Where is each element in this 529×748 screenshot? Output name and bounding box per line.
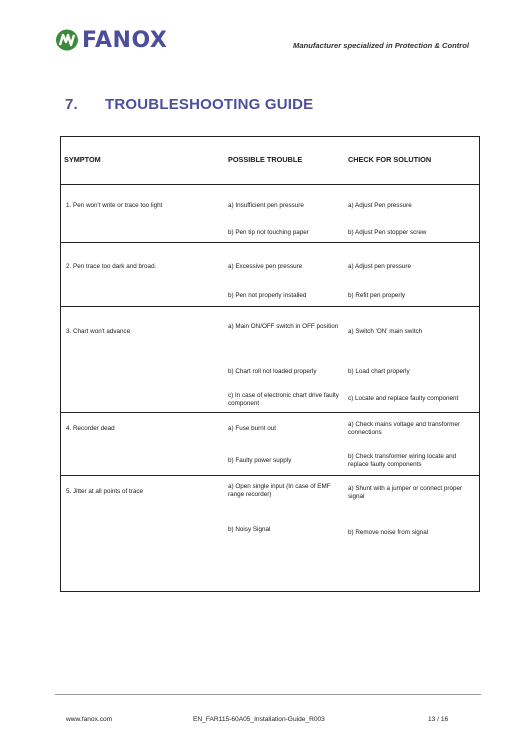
section-heading <box>65 96 313 113</box>
footer-website: www.fanox.com <box>66 716 113 723</box>
symptom-cell: 3. Chart won't advance <box>60 307 224 369</box>
trouble-cell: b) Pen tip not touching paper <box>228 229 309 236</box>
company-tagline: Manufacturer specialized in Protection & Control <box>293 41 469 50</box>
symptom-cell: 5. Jitter at all points of trace <box>60 476 224 525</box>
trouble-cell: b) Pen not properly installed <box>228 292 307 299</box>
solution-cell: a) Shunt with a jumper or connect proper signal <box>344 476 480 525</box>
footer-document-name: EN_FAR115-60A05_Installation-Guide_R003 <box>193 716 325 723</box>
solution-cell: a) Switch 'ON' main switch <box>344 307 480 369</box>
footer-page-number: 13 / 16 <box>428 716 449 723</box>
table-row <box>60 292 480 307</box>
table-row <box>60 185 480 230</box>
footer-divider <box>55 694 481 695</box>
trouble-cell: b) Faulty power supply <box>228 457 292 464</box>
table-row <box>60 476 480 525</box>
trouble-cell: b) Noisy Signal <box>228 526 271 533</box>
symptom-cell: 2. Pen trace too dark and broad. <box>60 243 224 293</box>
table-row <box>60 413 480 454</box>
solution-cell: c) Locate and replace faulty component <box>348 395 459 402</box>
table-row <box>60 229 480 243</box>
table-row <box>60 243 480 293</box>
solution-cell: b) Check transformer wiring locate and replace faulty components <box>348 453 457 468</box>
symptom-cell: 4. Recorder dead <box>60 413 224 454</box>
column-header-symptom: SYMPTOM <box>60 136 224 185</box>
trouble-cell: a) Fuse burnt out <box>224 413 344 454</box>
column-header-check-for-solution: CHECK FOR SOLUTION <box>344 136 480 185</box>
section-title: TROUBLESHOOTING GUIDE <box>105 96 314 113</box>
column-header-possible-trouble: POSSIBLE TROUBLE <box>224 136 344 185</box>
solution-cell: b) Refit pen properly <box>348 292 406 299</box>
fanox-logo <box>55 26 167 54</box>
table-row <box>60 368 480 392</box>
table-row <box>60 453 480 476</box>
trouble-cell: a) Main ON/OFF switch in OFF position <box>224 307 344 369</box>
solution-cell: b) Adjust Pen stopper screw <box>348 229 427 236</box>
solution-cell: b) Remove noise from signal <box>348 529 429 536</box>
solution-cell: a) Adjust pen pressure <box>344 243 480 293</box>
trouble-cell: a) Insufficient pen pressure <box>228 202 304 209</box>
table-row <box>60 307 480 369</box>
trouble-cell: c) In case of electronic chart drive faulty component <box>228 392 339 407</box>
trouble-cell: b) Chart roll not loaded properly <box>228 368 317 375</box>
solution-cell: b) Load chart properly <box>348 368 410 375</box>
solution-cell: a) Check mains voltage and transformer connections <box>344 413 480 454</box>
troubleshooting-table <box>60 136 480 574</box>
section-number: 7. <box>65 96 78 113</box>
table-row <box>60 524 480 574</box>
solution-cell: a) Adjust Pen pressure <box>348 202 412 209</box>
fanox-logo-icon <box>55 28 79 52</box>
symptom-cell: 1. Pen won't write or trace too light <box>66 202 163 209</box>
table-row <box>60 392 480 413</box>
brand-name: FANOX <box>82 27 168 53</box>
trouble-cell: a) Open single input (In case of EMF range recorder) <box>224 476 344 525</box>
trouble-cell: a) Excessive pen pressure <box>224 243 344 293</box>
table-header-row <box>60 136 480 185</box>
